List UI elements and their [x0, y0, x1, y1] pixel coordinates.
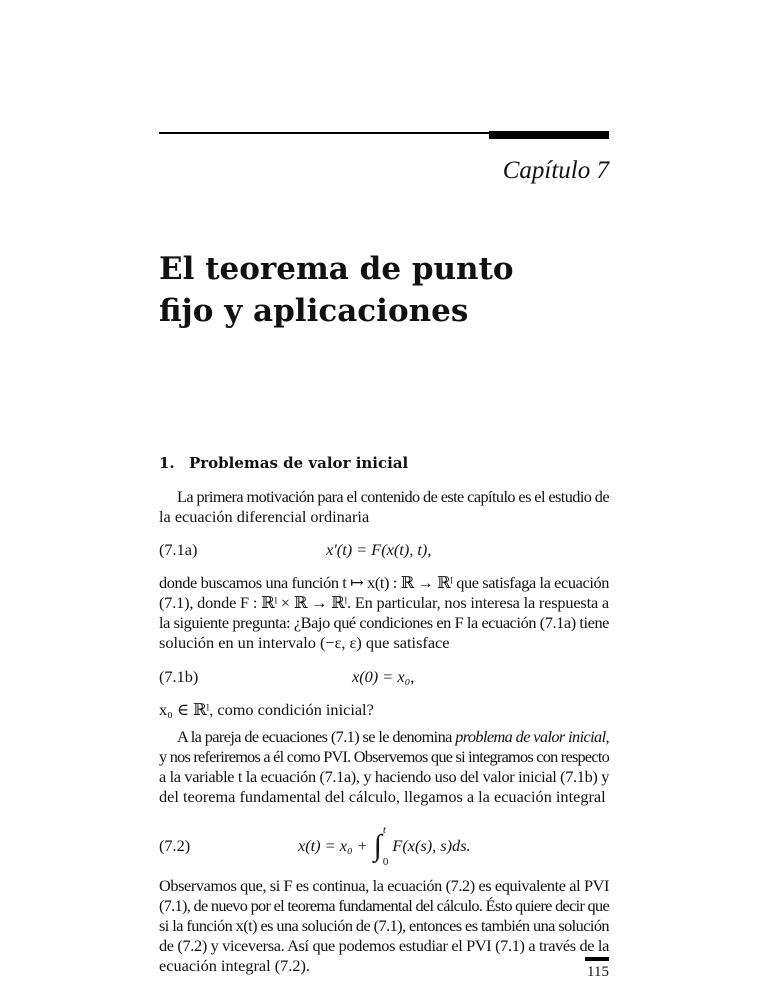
text: A la pareja de ecuaciones (7.1) se le denomina	[177, 727, 452, 746]
paragraph-line: a la variable t la ecuación (7.1a), y haciendo uso del valor inicial (7.1b) y	[159, 767, 609, 786]
paragraph-line: Observamos que, si F es continua, la ecuación (7.2) es equivalente al PVI	[159, 876, 609, 895]
paragraph-line: ecuación integral (7.2).	[159, 956, 310, 975]
section-title: Problemas de valor inicial	[189, 454, 409, 472]
paragraph-line: (7.1), de nuevo por el teorema fundamental del cálculo. Ésto quiere decir que	[159, 896, 609, 915]
equation-7-1a: x′(t) = F(x(t), t),	[326, 540, 432, 559]
equation-lhs: x(t) = x₀ +	[298, 836, 368, 855]
paragraph-line: y nos referiremos a él como PVI. Observemos que si integramos con respecto	[159, 747, 609, 766]
integral-lower-limit: 0	[382, 856, 389, 868]
chapter-title-line: El teorema de punto	[159, 251, 514, 287]
integral-upper-limit: t	[382, 824, 386, 836]
paragraph-line: la ecuación diferencial ordinaria	[159, 507, 370, 526]
paragraph-line: x₀ ∈ ℝˡ, como condición inicial?	[159, 700, 374, 719]
chapter-label: Capítulo 7	[502, 157, 609, 184]
section-number: 1.	[159, 454, 175, 472]
paragraph-line: La primera motivación para el contenido de este capítulo es el estudio de	[177, 487, 609, 506]
paragraph-line: solución en un intervalo (−ε, ε) que satisface	[159, 633, 450, 652]
chapter-title	[159, 248, 514, 332]
paragraph-line: si la función x(t) es una solución de (7.1), entonces es también una solución	[159, 916, 609, 935]
paragraph-line: la siguiente pregunta: ¿Bajo qué condiciones en F la ecuación (7.1a) tiene	[159, 613, 609, 632]
chapter-title-line: fijo y aplicaciones	[159, 293, 469, 329]
emphasized-term: problema de valor inicial,	[455, 727, 609, 746]
paragraph-line	[177, 727, 609, 747]
integral-sign: ∫	[373, 829, 382, 862]
equation-7-1b: x(0) = x₀,	[352, 667, 415, 686]
equation-label: (7.2)	[159, 836, 191, 855]
section-heading	[159, 453, 609, 473]
equation-7-2	[298, 822, 471, 870]
paragraph-line: de (7.2) y viceversa. Así que podemos estudiar el PVI (7.1) a través de la	[159, 936, 609, 955]
page-number: 115	[587, 964, 609, 980]
page-number-rule	[585, 957, 609, 961]
integral-limits	[383, 824, 389, 868]
equation-label: (7.1b)	[159, 667, 199, 686]
header-thick-rule	[489, 131, 609, 139]
paragraph-line: (7.1), donde F : ℝˡ × ℝ → ℝˡ. En particular, nos interesa la respuesta a	[159, 593, 609, 612]
equation-label: (7.1a)	[159, 540, 198, 559]
paragraph-line: del teorema fundamental del cálculo, llegamos a la ecuación integral	[159, 787, 606, 806]
paragraph-line: donde buscamos una función t ↦ x(t) : ℝ → ℝˡ que satisfaga la ecuación	[159, 573, 609, 592]
integrand: F(x(s), s)ds.	[392, 836, 471, 855]
